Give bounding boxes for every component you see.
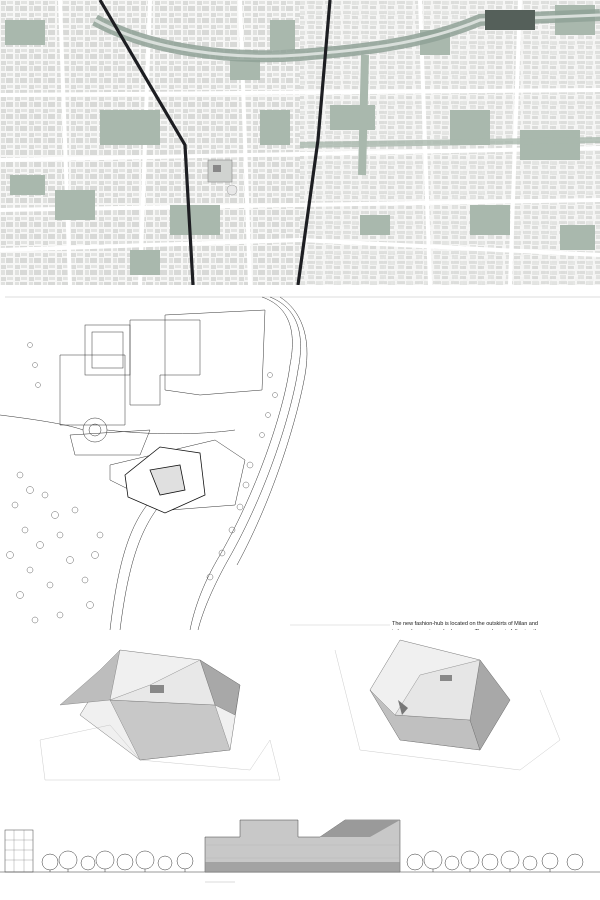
- building-footprint: [125, 447, 205, 513]
- axonometric-drawing: [0, 630, 600, 800]
- axonometric-views: [0, 630, 600, 800]
- fashion-hub-elevation: [205, 820, 400, 872]
- axonometric-right: [335, 640, 560, 770]
- elevation-view: [0, 800, 600, 900]
- site-plan-drawing: [0, 285, 600, 630]
- elevation-drawing: [0, 800, 600, 900]
- description-paragraph: The new fashion-hub is located on the outskirts of Milan and: [392, 621, 538, 627]
- axonometric-left: [40, 650, 280, 780]
- city-map-drawing: [0, 0, 600, 285]
- city-map: [0, 0, 600, 285]
- site-plan-panel: [0, 285, 600, 630]
